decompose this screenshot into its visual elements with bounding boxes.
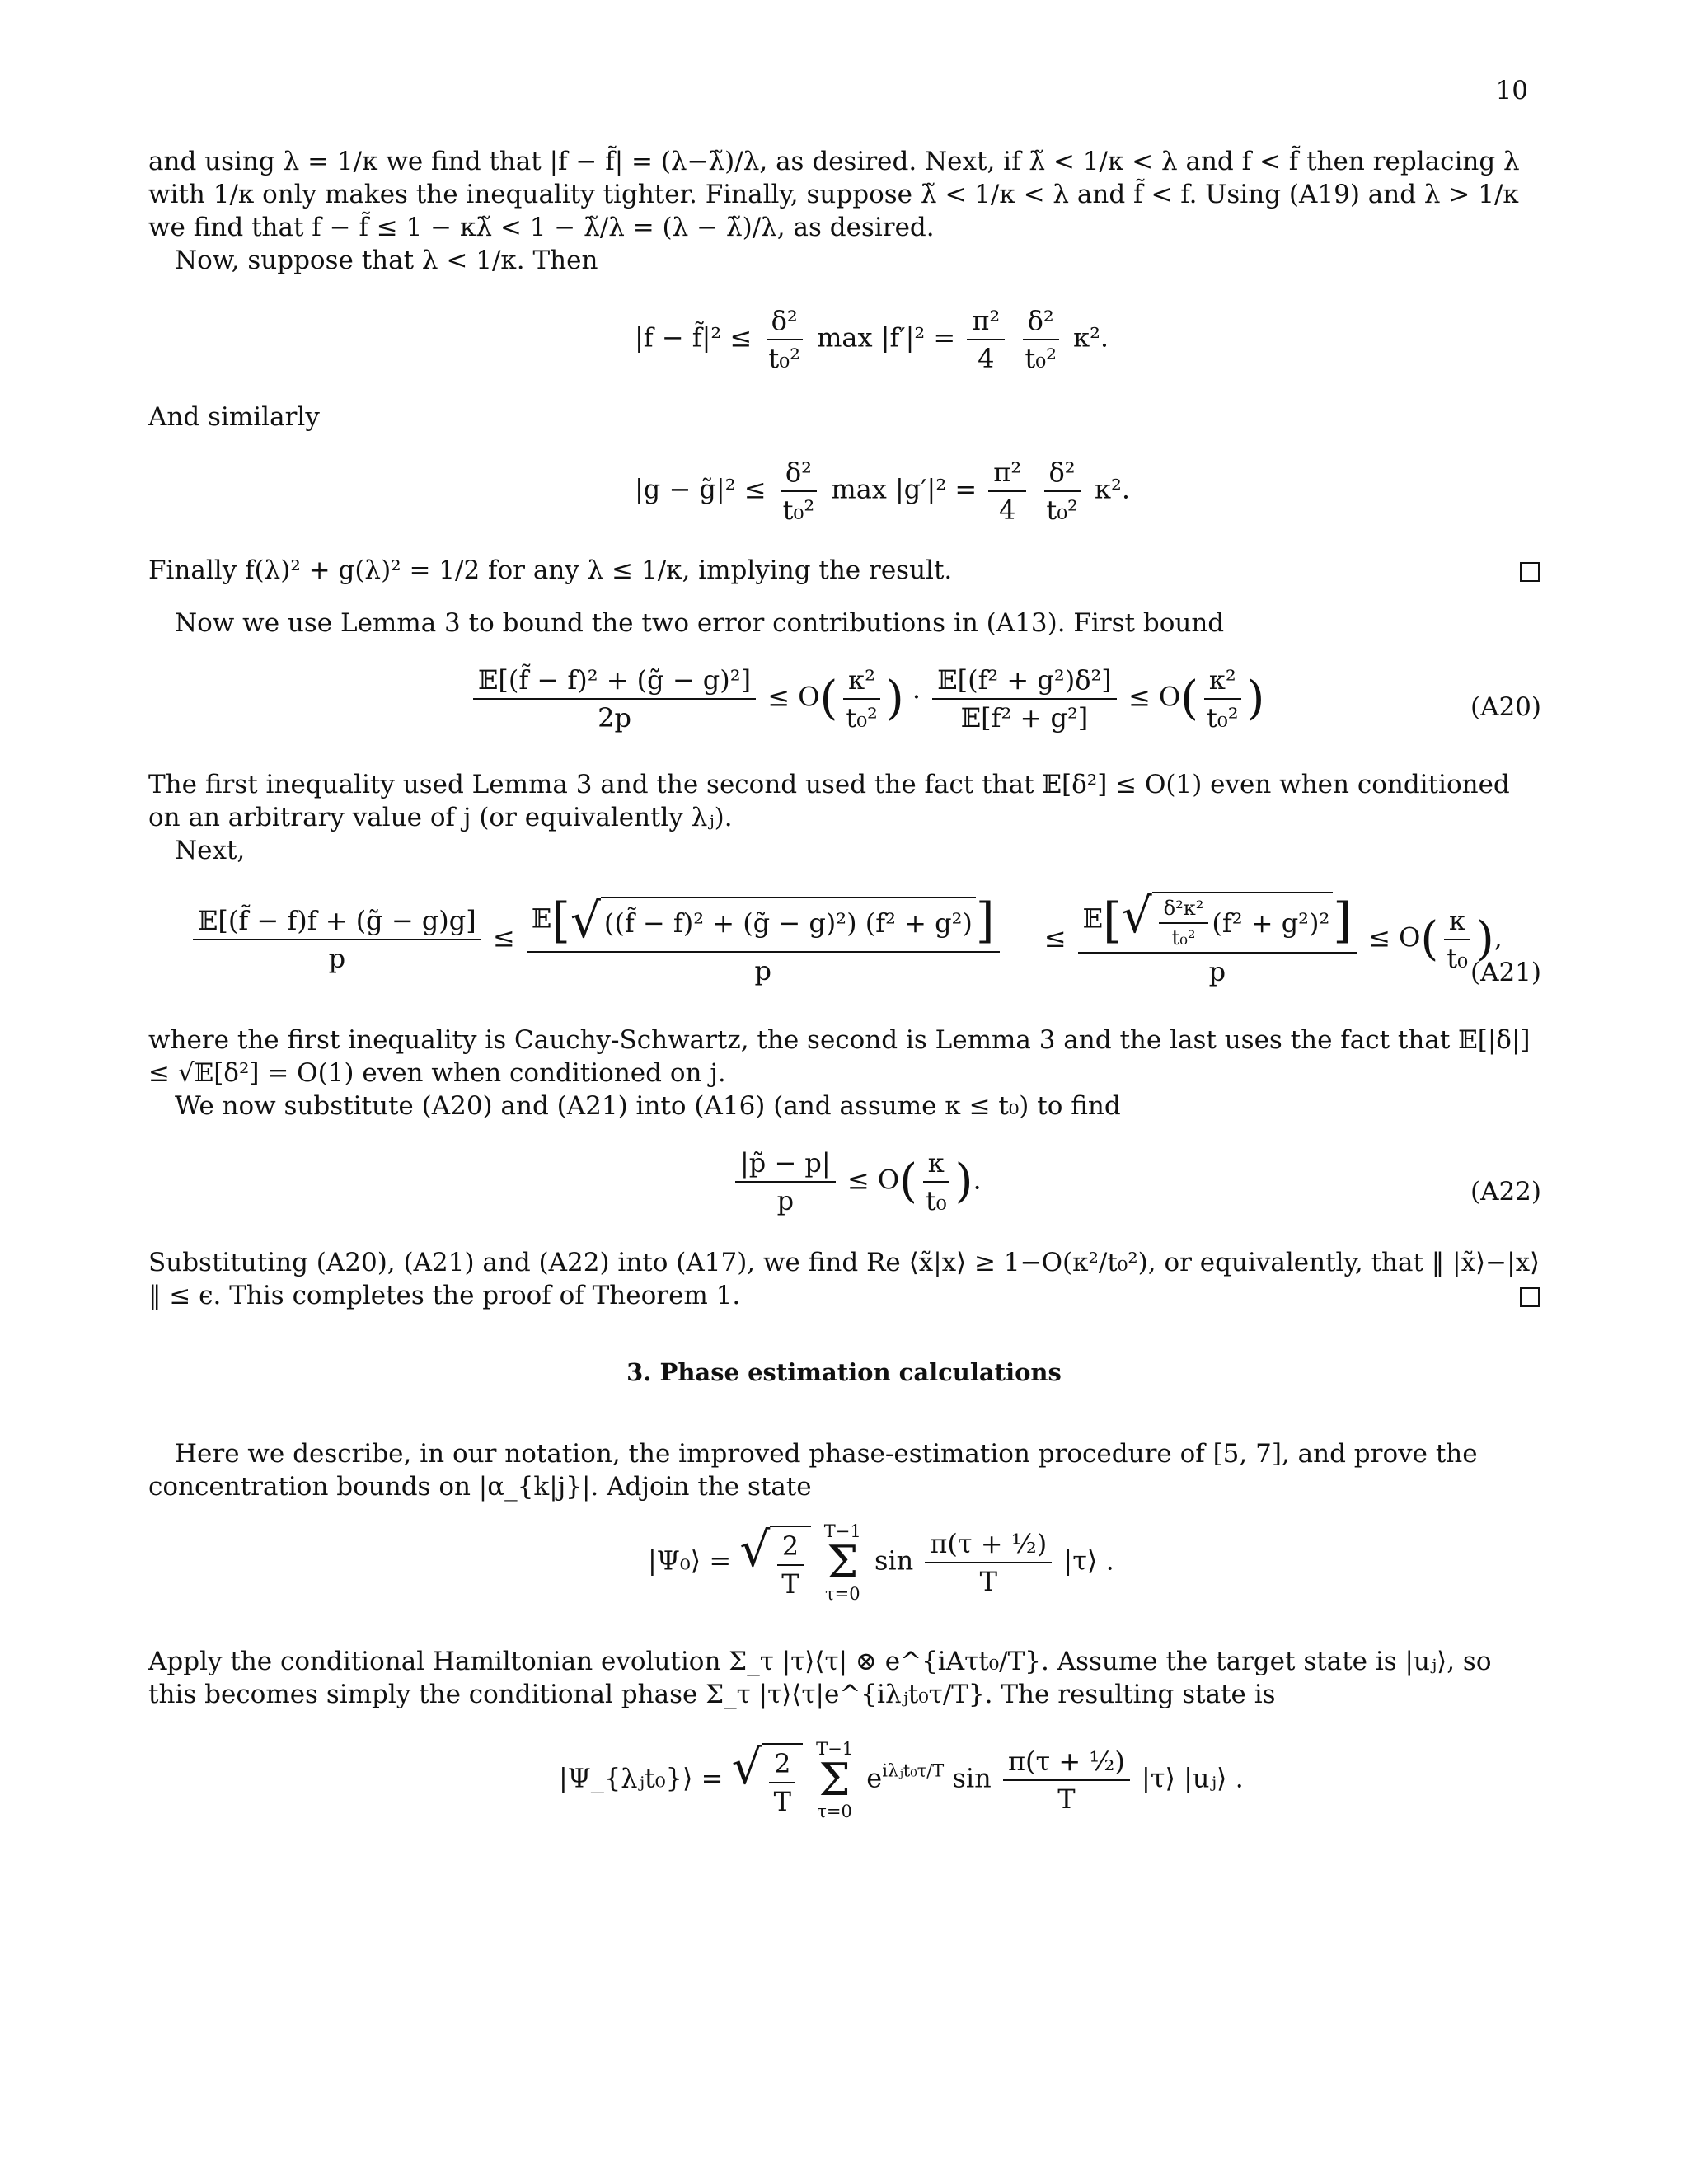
a21-frac2: 𝔼[ √ ((f̃ − f)² + (g̃ − g)²) (f² + g²) ] p <box>527 893 1000 987</box>
paragraph-proof-continuation: and using λ = 1/κ we find that |f − f̃| = (λ−λ̃)/λ, as desired. Next, if λ̃ < 1/κ < λ and f < f̃ then replacing λ with 1/κ only makes the inequality tighter. Finally, suppose λ̃ < 1/κ < λ and f̃ < f. Using (A19) and λ > 1/κ we find that f − f̃ ≤ 1 − κλ̃ < 1 − λ̃/λ = (λ − λ̃)/λ, as desired. <box>148 147 1520 242</box>
a21-k: $\frac{\kappa}{\text{t₀}}$ <box>1442 905 1473 974</box>
eq1-frac: $\frac{\text{δ²}}{\text{t₀²}}$ <box>763 305 805 374</box>
eq2-coef: $\frac{\text{π²}}{4}$ <box>988 457 1026 526</box>
equation-A22: $\frac{|p̃ - p|}{p}$ ≤ O( $\frac{\kappa}{\text{t₀}}$ ). (A22) <box>0 1147 1688 1238</box>
section-heading: 3. Phase estimation calculations <box>626 1358 1062 1386</box>
sum-symbol: T−1 Σ τ=0 <box>823 1521 861 1604</box>
paragraph-next: Next, <box>175 836 246 865</box>
equation-label-A20: (A20) <box>1470 692 1541 722</box>
qed-box-theorem1 <box>1520 1287 1540 1307</box>
equation-label-A21: (A21) <box>1470 958 1541 987</box>
eq1-mid: max |f′|² = <box>817 321 956 354</box>
a20-k2: $\frac{\text{κ²}}{\text{t₀²}}$ <box>1202 664 1244 733</box>
a20-frac1: $\frac{\text{𝔼[(f̃ − f)² + (g̃ − g)²]}}{2p}$ <box>473 664 756 733</box>
paragraph-cauchy: where the first inequality is Cauchy-Schwartz, the second is Lemma 3 and the last uses the fact that 𝔼[|δ|] ≤ √𝔼[δ²] = O(1) even when conditioned on j. <box>148 1025 1531 1088</box>
paragraph-phase-estimation: Here we describe, in our notation, the improved phase-estimation procedure of [5, 7], and prove the concentration bounds on |α_{k|j}|. Adjoin the state <box>148 1439 1478 1502</box>
equation-label-A22: (A22) <box>1470 1177 1541 1207</box>
eq1-frac2: $\frac{\text{δ²}}{\text{t₀²}}$ <box>1020 305 1062 374</box>
paragraph-substitute: We now substitute (A20) and (A21) into (A16) (and assume κ ≤ t₀) to find <box>175 1091 1121 1121</box>
eq2-lhs: |g − g̃|² ≤ <box>635 473 767 505</box>
paragraph-lemma3: Now we use Lemma 3 to bound the two error contributions in (A13). First bound <box>175 608 1225 638</box>
eq2-frac: $\frac{\text{δ²}}{\text{t₀²}}$ <box>778 457 820 526</box>
eq2-mid: max |g′|² = <box>831 473 978 505</box>
paragraph-substituting: Substituting (A20), (A21) and (A22) into (A17), we find Re ⟨x̃|x⟩ ≥ 1−O(κ²/t₀²), or equivalently, that ‖ |x̃⟩−|x⟩ ‖ ≤ ϵ. This completes the proof of Theorem 1. <box>148 1248 1540 1310</box>
a22-frac: $\frac{|p̃ - p|}{p}$ <box>735 1147 836 1216</box>
equation-A21: $\frac{\text{𝔼[(f̃ − f)f + (g̃ − g)g]}}{p}$ ≤ 𝔼[ √ ((f̃ − f)² + (g̃ − g)²) (f² + g²) ] p ≤ 𝔼[ √ $\frac{\text{δ²κ²}}{\text{t₀²}}$ (f² + g²)² ] p ≤ O( $\frac{\kappa}{\text{t₀}}$ ), (A21) <box>0 892 1688 999</box>
page-number: 10 <box>1495 76 1528 105</box>
a20-k1: $\frac{\text{κ²}}{\text{t₀²}}$ <box>841 664 883 733</box>
paragraph-hamiltonian: Apply the conditional Hamiltonian evolution Σ_τ |τ⟩⟨τ| ⊗ e^{iAτt₀/T}. Assume the target state is |uⱼ⟩, so this becomes simply the conditional phase Σ_τ |τ⟩⟨τ|e^{iλⱼt₀τ/T}. The resulting state is <box>148 1647 1492 1709</box>
eq1-lhs: |f − f̃|² ≤ <box>635 321 753 354</box>
paragraph-similarly: And similarly <box>148 402 320 432</box>
a21-frac1: $\frac{\text{𝔼[(f̃ − f)f + (g̃ − g)g]}}{p}$ <box>193 905 481 974</box>
qed-box <box>1520 562 1540 582</box>
eq2-tail: κ². <box>1095 473 1131 505</box>
paragraph-finally: Finally f(λ)² + g(λ)² = 1/2 for any λ ≤ 1/κ, implying the result. <box>148 555 953 585</box>
eq2-frac2: $\frac{\text{δ²}}{\text{t₀²}}$ <box>1041 457 1083 526</box>
equation-psi-lambda: |Ψ_{λⱼt₀}⟩ = √ $\frac{2}{T}$ T−1 Σ τ=0 $e^{i\lambda ⱼt_0\tau/T}$ sin $\frac{\text{π(τ + ½)}}{T}$ |τ⟩ |uⱼ⟩ . <box>559 1739 1244 1821</box>
a21-frac3: 𝔼[ √ $\frac{\text{δ²κ²}}{\text{t₀²}}$ (f² + g²)² ] p <box>1078 892 1357 987</box>
paragraph-suppose: Now, suppose that λ < 1/κ. Then <box>175 246 598 275</box>
paragraph-first-inequality: The first inequality used Lemma 3 and the second used the fact that 𝔼[δ²] ≤ O(1) even when conditioned on an arbitrary value of j (or equivalently λⱼ). <box>148 770 1510 832</box>
eq1-coef: $\frac{\text{π²}}{4}$ <box>967 305 1005 374</box>
a22-k: $\frac{\kappa}{\text{t₀}}$ <box>921 1147 952 1216</box>
equation-A20: $\frac{\text{𝔼[(f̃ − f)² + (g̃ − g)²]}}{2p}$ ≤ O( $\frac{\text{κ²}}{\text{t₀²}}$ ) · $\frac{\text{𝔼[(f² + g²)δ²]}}{\text{𝔼[f² + g²]}}$ ≤ O( $\frac{\text{κ²}}{\text{t₀²}}$ ) (A20) <box>0 664 1688 755</box>
eq1-tail: κ². <box>1073 321 1109 354</box>
sum-symbol-2: T−1 Σ τ=0 <box>816 1739 854 1821</box>
a20-frac2: $\frac{\text{𝔼[(f² + g²)δ²]}}{\text{𝔼[f² + g²]}}$ <box>932 664 1117 733</box>
equation-psi0: |Ψ₀⟩ = √ $\frac{2}{T}$ T−1 Σ τ=0 sin $\frac{\text{π(τ + ½)}}{T}$ |τ⟩ . <box>648 1521 1114 1604</box>
